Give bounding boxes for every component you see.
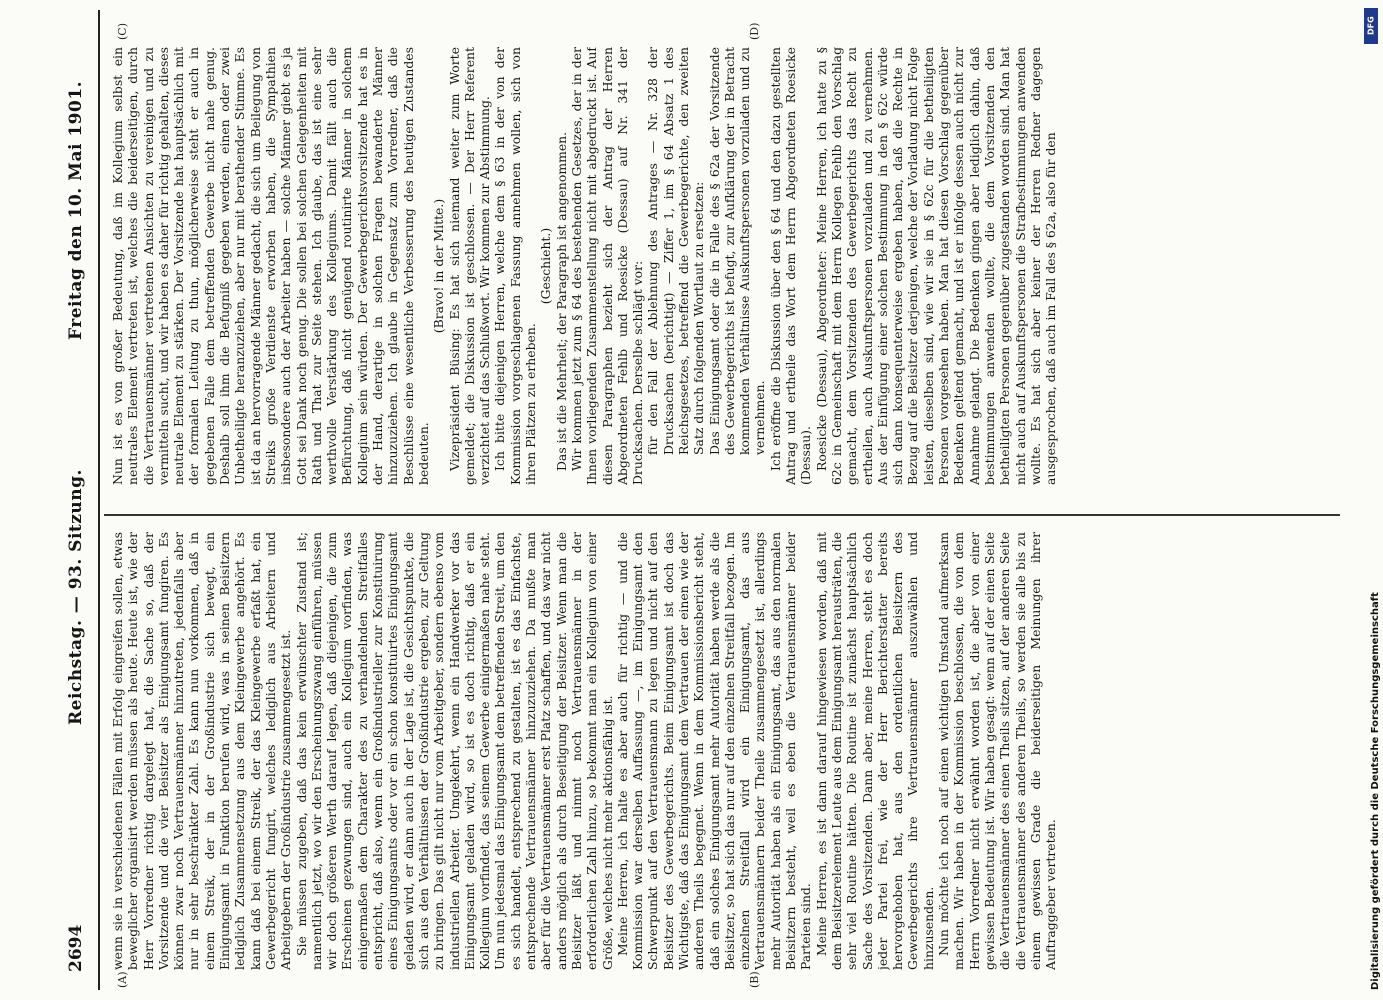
column-divider [104, 514, 1340, 516]
margin-mark-c: (C) [116, 23, 129, 40]
paragraph: Ich bitte diejenigen Herren, welche dem § 63 in der von der Kommission vorgeschlagenen Fassung annehmen wollen, sich von ihren Plätzen zu erheben. [492, 47, 539, 485]
paragraph: Meine Herren, ich halte es aber auch für richtig — und die Kommission war derselben Auffassung —, im Einigungsamt den Schwerpunkt auf den Vertrauensmann zu legen und nicht auf den Beisitzer des Gewerbegerichts. Beim Einigungsamt ist doch das Wichtigste, daß das Einigungsamt dem Vertrauen der einen wie der anderen Theils begegnet. Wenn in dem Kommissionsbericht steht, daß ein solches Einigungsamt mehr Autorität haben werde als die Beisitzer, so hat sich das nur auf den einzelnen Streitfall bezogen. Im einzelnen Streitfall wird ein Einigungsamt, das aus Vertrauensmännern beider Theile zusammengesetzt ist, allerdings mehr Autorität haben als ein Einigungsamt, das aus den normalen Beisitzern besteht, weil es eben die Vertrauensmänner beider Parteien sind. [614, 532, 814, 970]
paragraph: Roesicke (Dessau), Abgeordneter: Meine Herren, ich hatte zu § 62c in Gemeinschaft mit dem Herrn Kollegen Fehlb den Vorschlag gemacht, dem Vorsitzenden des Gewerbegerichts das Recht zu ertheilen, auch Auskunftspersonen vorzuladen und zu vernehmen. Aus der Einfügung einer solchen Bestimmung in den § 62c würde sich dann konsequenterweise ergeben haben, daß die Rechte in Bezug auf die Beisitzer derjenigen, welche der Vorladung nicht Folge leisten, dieselben sind, wie wir sie in § 62c für die betheiligten Personen vorgesehen haben. Man hat diesen Vorschlag gegenüber Bedenken geltend gemacht, und ist er infolge dessen auch nicht zur Annahme gelangt. Die Bedenken gingen aber lediglich dahin, daß bestimmungen anwenden wollte, die dem Vorsitzenden den betheiligten Personen gegenüber zugestanden worden sind. Man hat nicht auch auf Auskunftspersonen die Strafbestimmungen anwenden wollte. Es hat sich aber keiner der Herren Redner dagegen ausgesprochen, daß auch im Fall des § 62a, also für den [813, 47, 1059, 485]
paragraph: Nun ist es von großer Bedeutung, daß im Kollegium selbst ein neutrales Element vertreten ist, welches die beiderseitigen, durch die Vertrauensmänner vertretenen Ansichten zu vereinigen und zu vermitteln sucht, und wir haben es daher für richtig gehalten, dieses neutrale Element zu stärken. Der Vorsitzende hat hauptsächlich mit der formalen Leitung zu thun, möglicherweise steht er auch in gegebenen Falle dem betreffenden Gewerbe nicht nahe genug. Deshalb soll ihm die Befugniß gegeben werden, einen oder zwei Unbetheiligte heranzuziehen, aber nur mit berathender Stimme. Es ist da an hervorragende Männer gedacht, die sich um Beilegung von Streiks große Verdienste erworben haben, die Sympathien insbesondere auch der Arbeiter haben — solche Männer giebt es ja Gott sei Dank noch genug. Die sollen bei solchen Gelegenheiten mit Rath und That zur Seite stehen. Ich glaube, das ist eine sehr werthvolle Verstärkung des Kollegiums. Damit fällt auch die Befürchtung, daß nicht genügend routinirte Männer in solchem Kollegium sein würden. Der Gewerbegerichtsvorsitzende hat es in der Hand, derartige in solchen Fragen bewanderte Männer hinzuzuziehen. Ich glaube in Gegensatz zum Vorredner, daß die Beschlüsse eine wesentliche Verbesserung des heutigen Zustandes bedeuten. [110, 47, 431, 485]
left-column [110, 532, 1340, 970]
session-title: Reichstag. — 93. Sitzung. [66, 469, 86, 725]
session-date: Freitag den 10. Mai 1901. [66, 80, 86, 340]
paragraph: Nun möchte ich noch auf einen wichtigen Umstand aufmerksam machen. Wir haben in der Kommission beschlossen, die von dem Herrn Vorredner nicht erwähnt worden ist, die aber von einer gewissen Bedeutung ist. Wir haben gesagt: wenn auf der einen Seite die Vertrauensmänner des einen Theils sitzen, auf der anderen Seite die Vertrauensmänner des anderen Theils, so werden sie alle bis zu einem gewissen Grade die beiderseitigen Meinungen ihrer Auftraggeber vertreten. [936, 532, 1059, 970]
page-number: 2694 [66, 924, 86, 972]
right-column [110, 47, 1340, 485]
margin-mark-a: (A) [116, 971, 129, 988]
margin-mark-d: (D) [748, 22, 761, 40]
page-header [58, 10, 100, 990]
rotated-page [58, 10, 1348, 990]
attribution-text: Digitalisierung gefördert durch die Deutsche Forschungsgemeinschaft [1370, 592, 1381, 990]
applause-note: (Bravo! in der Mitte.) [431, 198, 447, 334]
quoted-motion: für den Fall der Ablehnung des Antrages — Nr. 328 der Drucksachen (berichtigt) — Ziffer 1, im § 64 Absatz 1 des Reichsgesetzes, betreffend die Gewerbegerichte, den zweiten Satz durch folgenden Wortlaut zu ersetzen: [645, 47, 707, 455]
paragraph: Wir kommen jetzt zum § 64 des bestehenden Gesetzes, der in der Ihnen vorliegenden Zusammenstellung nicht mit abgedruckt ist. Auf diesen Paragraphen bezieht sich der Antrag der Herren Abgeordneten Fehlb und Roesicke (Dessau) auf Nr. 341 der Drucksachen. Derselbe schlägt vor: [568, 47, 646, 485]
paragraph: Ich eröffne die Diskussion über den § 64 und den dazu gestellten Antrag und ertheile das Wort dem Herrn Abgeordneten Roesicke (Dessau). [767, 47, 814, 485]
dfg-logo: DFG [1364, 8, 1378, 44]
paragraph: Meine Herren, es ist dann darauf hingewiesen worden, daß mit dem Beisitzerelement Leute aus dem Einigungsamt herausträten, die sehr viel Routine hätten. Die Routine ist zunächst hauptsächlich Sache des Vorsitzenden. Dann aber, meine Herren, steht es doch jeder Partei frei, wie der Herr Berichterstatter bereits hervorgehoben hat, aus den ordentlichen Beisitzern des Gewerbegerichts ihre Vertrauensmänner auszuwählen und hinzusenden. [813, 532, 936, 970]
paragraph: Sie müssen zugeben, daß das kein erwünschter Zustand ist; namentlich jetzt, wo wir den Erscheinungszwang einführen, müssen wir doch größeren Werth darauf legen, daß diejenigen, die zum Erscheinen gezwungen sind, auch ein Kollegium vorfinden, was einigermaßen dem Charakter des zu verhandelnden Streitfalles entspricht, daß also, wenn ein Großindustrieller zur Konstituirung eines Einigungsamts oder vor ein schon konstituirtes Einigungsamt geladen wird, er dann auch in der Lage ist, die Gesichtspunkte, die sich aus den Verhältnissen der Großindustrie ergeben, zur Geltung zu bringen. Das gilt nicht nur vom Arbeitgeber, sondern ebenso vom industriellen Arbeiter. Umgekehrt, wenn ein Handwerker vor das Einigungsamt geladen wird, so ist es doch richtig, daß er ein Kollegium vorfindet, das seinem Gewerbe einigermaßen nahe steht. Um nun jedesmal das Einigungsamt dem betreffenden Streit, um den es sich handelt, entsprechend zu gestalten, ist es das Einfachste, entsprechende Vertrauensmänner hinzuzuziehen. Da mußte man aber für die Vertrauensmänner erst Platz schaffen, und das war nicht anders möglich als durch Beseitigung der Beisitzer. Wenn man die Beisitzer läßt und nimmt noch Vertrauensmänner in der erforderlichen Zahl hinzu, so bekommt man ein Kollegium von einer Größe, welches nicht mehr aktionsfähig ist. [293, 532, 615, 970]
paragraph: wenn sie in verschiedenen Fällen mit Erfolg eingreifen sollen, etwas beweglicher organisirt werden müssen als heute. Heute ist, wie der Herr Vorredner richtig dargelegt hat, die Sache so, daß der Vorsitzende und die vier Beisitzer als Einigungsamt fungiren. Es können zwar noch Vertrauensmänner hinzutreten, jedenfalls aber nur in sehr beschränkter Zahl. Es kann nun vorkommen, daß in einem Streik, der in der Großindustrie sich bewegt, ein Einigungsamt in Funktion berufen wird, was in seinen Beisitzern lediglich Zusammensetzung aus dem Kleingewerbe angehört. Es kann daß bei einem Streik, der das Kleingewerbe erfaßt hat, ein Gewerbegericht fungirt, welches lediglich aus Arbeitern und Arbeitgebern der Großindustrie zusammengesetzt ist. [110, 532, 294, 970]
paragraph: Vizepräsident Büsing: Es hat sich niemand weiter zum Worte gemeldet; die Diskussion ist geschlossen. — Der Herr Referent verzichtet auf das Schlußwort. Wir kommen zur Abstimmung. [446, 47, 493, 485]
paragraph: Das ist die Mehrheit; der Paragraph ist angenommen. [553, 131, 569, 471]
quoted-motion: Das Einigungsamt oder die in Falle des § 62a der Vorsitzende des Gewerbegerichts ist befugt, zur Aufklärung der in Betracht kommenden Verhältnisse Auskunftspersonen vorzuladen und zu vernehmen. [706, 47, 768, 455]
action-note: (Geschieht.) [538, 227, 554, 305]
margin-mark-b: (B) [748, 971, 761, 988]
